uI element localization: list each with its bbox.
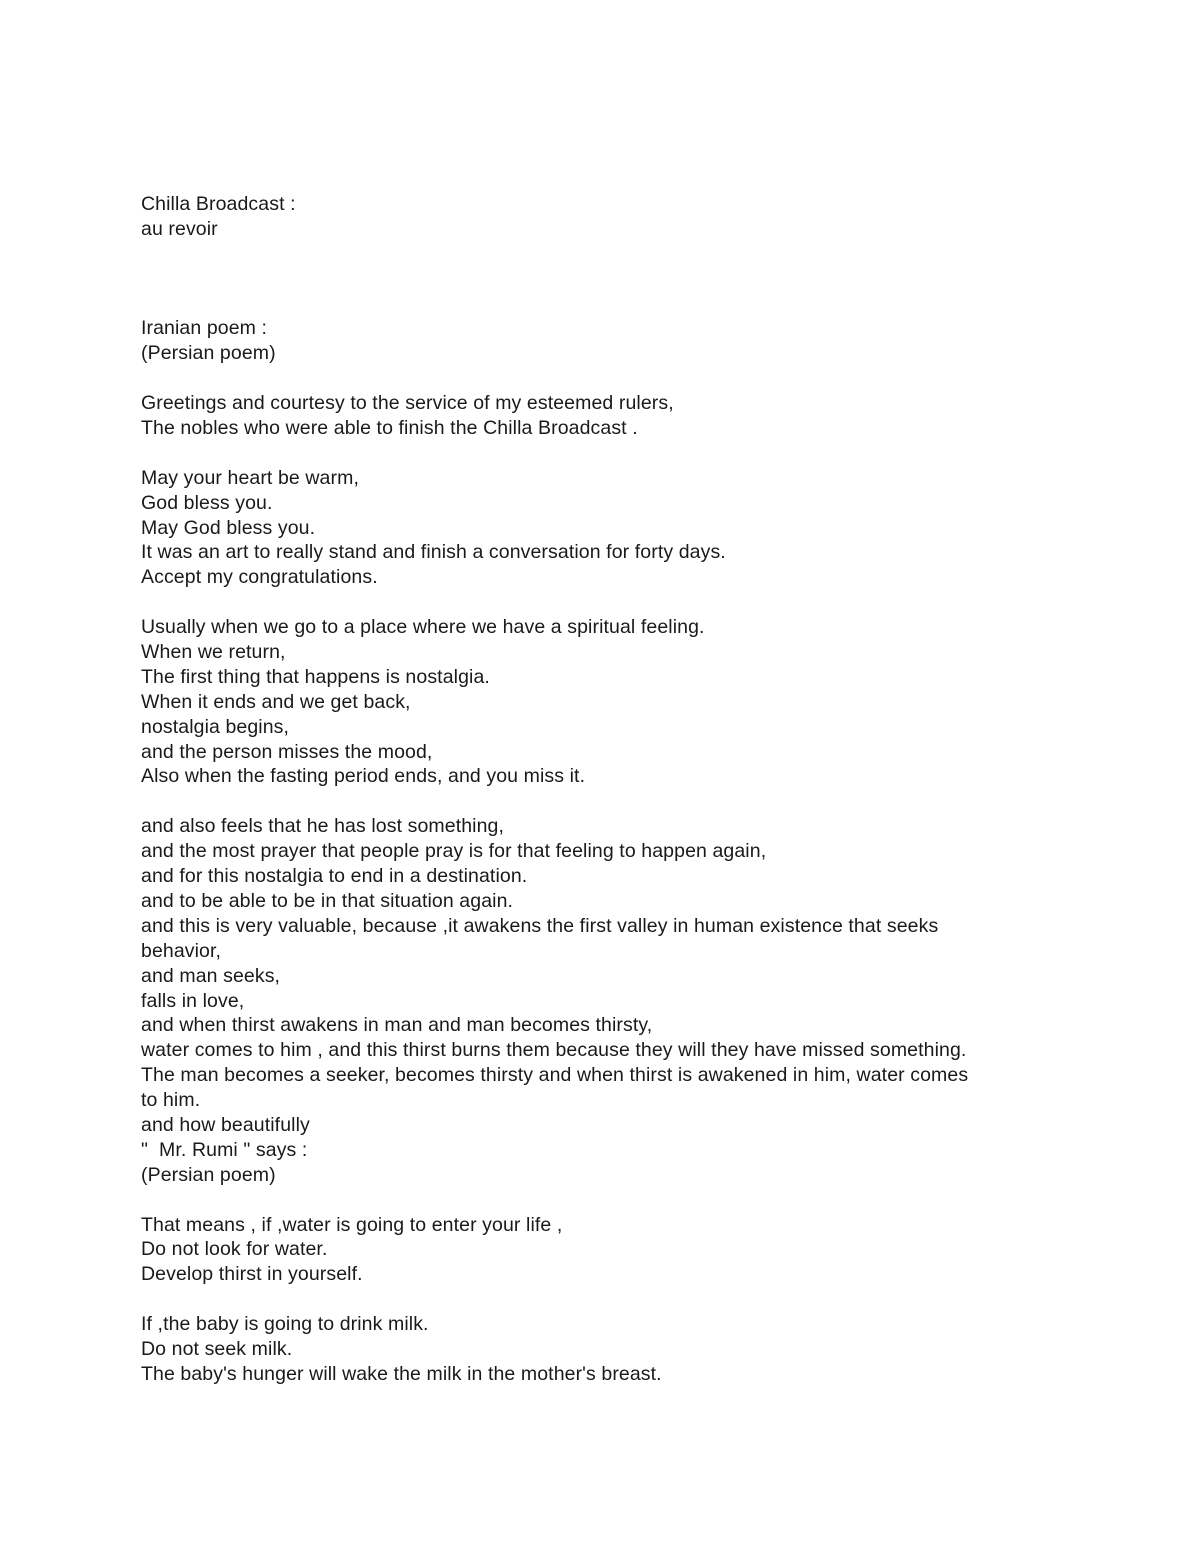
text-line: When we return, [141, 641, 286, 664]
text-line: falls in love, [141, 989, 245, 1012]
text-line: and also feels that he has lost something, [141, 815, 505, 838]
text-line: and the person misses the mood, [141, 740, 433, 763]
blank-line [141, 267, 1081, 292]
text-line: " Mr. Rumi " says : [141, 1138, 308, 1161]
text-line: Do not look for water. [141, 1238, 328, 1261]
document-body [141, 192, 1081, 1387]
text-line: Chilla Broadcast : [141, 193, 296, 215]
text-line: and when thirst awakens in man and man becomes thirsty, [141, 1014, 653, 1037]
text-line: When it ends and we get back, [141, 690, 411, 713]
text-line: behavior, [141, 939, 222, 962]
text-line: and man seeks, [141, 964, 281, 987]
text-line: The man becomes a seeker, becomes thirsty and when thirst is awakened in him, water comes [141, 1064, 969, 1087]
text-line: Usually when we go to a place where we have a spiritual feeling. [141, 616, 705, 639]
text-line: If ,the baby is going to drink milk. [141, 1313, 429, 1336]
text-line: Accept my congratulations. [141, 566, 378, 589]
text-line: and to be able to be in that situation again. [141, 889, 514, 912]
blank-line [141, 789, 1081, 814]
text-line: nostalgia begins, [141, 715, 290, 738]
blank-line [141, 441, 1081, 466]
blank-line [141, 590, 1081, 615]
blank-line [141, 1287, 1081, 1312]
blank-line [141, 366, 1081, 391]
text-line: Also when the fasting period ends, and you miss it. [141, 765, 586, 788]
text-line: May God bless you. [141, 516, 316, 539]
text-line: The nobles who were able to finish the Chilla Broadcast . [141, 417, 638, 440]
text-line: and this is very valuable, because ,it awakens the first valley in human existence that seeks [141, 914, 939, 937]
text-line: The first thing that happens is nostalgia. [141, 665, 490, 688]
text-line: to him. [141, 1089, 201, 1112]
text-line: and the most prayer that people pray is for that feeling to happen again, [141, 840, 767, 863]
text-line: and how beautifully [141, 1113, 310, 1136]
text-line: and for this nostalgia to end in a destination. [141, 865, 528, 888]
text-line: (Persian poem) [141, 1163, 276, 1186]
text-line: Develop thirst in yourself. [141, 1263, 363, 1286]
text-line: It was an art to really stand and finish a conversation for forty days. [141, 541, 726, 564]
blank-line [141, 242, 1081, 267]
blank-line [141, 1188, 1081, 1213]
text-line: Do not seek milk. [141, 1337, 293, 1360]
text-line: The baby's hunger will wake the milk in the mother's breast. [141, 1362, 662, 1385]
text-line: God bless you. [141, 491, 273, 514]
text-line: Greetings and courtesy to the service of my esteemed rulers, [141, 392, 674, 415]
text-line: au revoir [141, 217, 218, 240]
text-line: Iranian poem : [141, 317, 268, 340]
blank-line [141, 292, 1081, 317]
text-line: (Persian poem) [141, 342, 276, 365]
text-line: May your heart be warm, [141, 466, 359, 489]
text-line: That means , if ,water is going to enter your life , [141, 1213, 563, 1236]
text-line: water comes to him , and this thirst burns them because they will they have missed something. [141, 1039, 967, 1062]
